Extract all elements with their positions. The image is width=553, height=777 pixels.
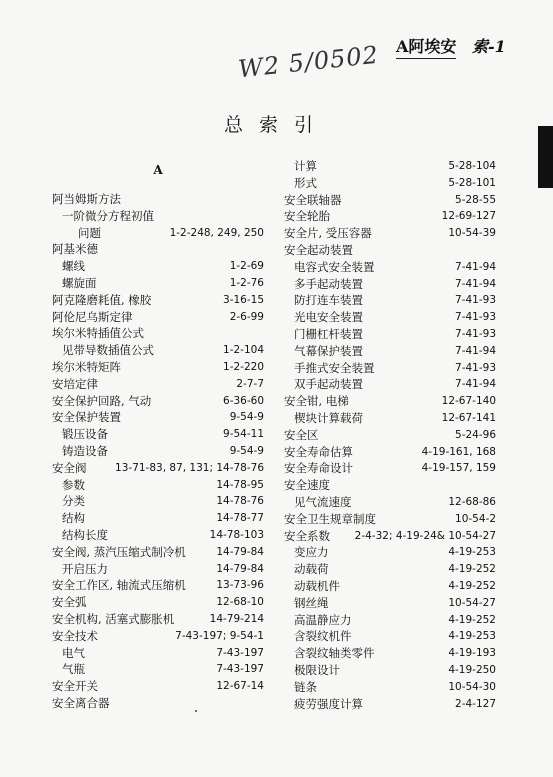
index-entry bbox=[52, 191, 264, 208]
index-entry bbox=[52, 258, 264, 275]
index-term: 螺线 bbox=[62, 259, 85, 274]
index-entry bbox=[284, 444, 496, 461]
index-reference: 7-41-94 bbox=[455, 260, 496, 273]
index-reference: 14-78-103 bbox=[209, 528, 264, 541]
index-term: 安全离合器 bbox=[52, 695, 110, 710]
index-reference: 7-43-197 bbox=[216, 646, 264, 659]
index-term: 变应力 bbox=[294, 545, 329, 560]
index-term: 形式 bbox=[294, 175, 317, 190]
index-term: 楔块计算载荷 bbox=[294, 410, 363, 425]
index-term: 阿当姆斯方法 bbox=[52, 192, 121, 206]
index-reference: 1-2-248, 249, 250 bbox=[169, 226, 264, 239]
index-entry bbox=[284, 544, 496, 561]
index-entry bbox=[284, 376, 496, 393]
index-list-right bbox=[284, 158, 496, 712]
index-term: 安全阀 bbox=[52, 460, 87, 475]
index-term: 结构 bbox=[62, 511, 85, 526]
index-term: 铸造设备 bbox=[62, 443, 108, 458]
index-entry bbox=[284, 528, 496, 545]
index-term: 阿基米德 bbox=[52, 242, 98, 257]
index-entry bbox=[52, 678, 264, 695]
index-reference: 12-68-86 bbox=[448, 495, 496, 508]
index-reference: 14-78-76 bbox=[216, 495, 264, 508]
index-entry bbox=[52, 628, 264, 645]
index-entry bbox=[284, 460, 496, 477]
index-term: 动载机件 bbox=[294, 578, 340, 593]
index-term: 见气流速度 bbox=[294, 494, 352, 509]
index-reference: 1-2-69 bbox=[229, 260, 264, 273]
index-entry bbox=[284, 662, 496, 679]
index-reference: 13-71-83, 87, 131; 14-78-76 bbox=[115, 461, 264, 474]
index-entry bbox=[284, 410, 496, 427]
index-term: 安全保护装置 bbox=[52, 410, 121, 425]
index-term: 安全速度 bbox=[284, 478, 330, 493]
index-reference: 9-54-11 bbox=[223, 428, 264, 441]
index-reference: 2-4-32; 4-19-24& 10-54-27 bbox=[354, 529, 496, 542]
index-entry bbox=[52, 409, 264, 426]
index-term: 安全系数 bbox=[284, 528, 330, 543]
index-reference: 12-67-140 bbox=[441, 395, 496, 408]
stray-mark bbox=[195, 710, 197, 712]
index-reference: 6-36-60 bbox=[223, 394, 264, 407]
index-entry bbox=[52, 241, 264, 258]
index-reference: 7-41-93 bbox=[455, 361, 496, 374]
index-list-left bbox=[52, 191, 264, 712]
index-term: 安全技术 bbox=[52, 628, 98, 643]
index-reference: 5-28-55 bbox=[455, 193, 496, 206]
index-entry bbox=[284, 326, 496, 343]
index-entry bbox=[52, 477, 264, 494]
index-reference: 14-79-214 bbox=[209, 612, 264, 625]
index-reference: 3-16-15 bbox=[223, 293, 264, 306]
thumb-index-tab bbox=[538, 126, 553, 188]
index-entry bbox=[52, 544, 264, 561]
index-entry bbox=[284, 259, 496, 276]
index-reference: 12-69-127 bbox=[441, 210, 496, 223]
index-entry bbox=[52, 275, 264, 292]
index-entry bbox=[284, 360, 496, 377]
index-entry bbox=[52, 359, 264, 376]
index-reference: 10-54-39 bbox=[448, 227, 496, 240]
index-reference: 4-19-250 bbox=[448, 663, 496, 676]
index-entry bbox=[52, 376, 264, 393]
index-reference: 7-43-197; 9-54-1 bbox=[175, 629, 264, 642]
index-entry bbox=[52, 325, 264, 342]
index-reference: 2-6-99 bbox=[229, 310, 264, 323]
index-reference: 4-19-252 bbox=[448, 613, 496, 626]
index-entry bbox=[52, 577, 264, 594]
index-entry bbox=[284, 561, 496, 578]
index-entry bbox=[284, 192, 496, 209]
index-reference: 12-67-14 bbox=[216, 680, 264, 693]
index-entry bbox=[52, 342, 264, 359]
index-entry bbox=[284, 175, 496, 192]
index-reference: 7-43-197 bbox=[216, 663, 264, 676]
index-term: 阿伦尼乌斯定律 bbox=[52, 309, 133, 324]
index-term: 安全钳, 电梯 bbox=[284, 394, 349, 409]
index-reference: 14-78-77 bbox=[216, 512, 264, 525]
index-reference: 5-28-104 bbox=[448, 160, 496, 172]
index-term: 问题 bbox=[78, 225, 101, 240]
index-entry bbox=[284, 696, 496, 713]
index-reference: 1-2-76 bbox=[229, 276, 264, 289]
index-entry bbox=[52, 393, 264, 410]
index-entry bbox=[284, 208, 496, 225]
index-entry bbox=[52, 493, 264, 510]
index-entry bbox=[52, 443, 264, 460]
index-reference: 10-54-2 bbox=[455, 512, 496, 525]
index-entry bbox=[52, 561, 264, 578]
index-term: 动载荷 bbox=[294, 562, 329, 577]
index-reference: 1-2-220 bbox=[223, 360, 264, 373]
index-term: 门栅杠杆装置 bbox=[294, 326, 363, 341]
index-term: 安培定律 bbox=[52, 376, 98, 391]
index-reference: 7-41-93 bbox=[455, 311, 496, 324]
index-term: 安全联轴器 bbox=[284, 192, 342, 207]
index-reference: 13-73-96 bbox=[216, 579, 264, 592]
letter-heading: A bbox=[153, 163, 163, 177]
index-reference: 10-54-27 bbox=[448, 596, 496, 609]
index-entry bbox=[52, 510, 264, 527]
index-term: 一阶微分方程初值 bbox=[62, 208, 154, 223]
index-entry bbox=[284, 225, 496, 242]
index-term: 含裂纹轴类零件 bbox=[294, 646, 375, 661]
index-term: 防打连车装置 bbox=[294, 293, 363, 308]
index-term: 气幕保护装置 bbox=[294, 343, 363, 358]
index-entry bbox=[52, 611, 264, 628]
index-term: 链条 bbox=[294, 679, 317, 694]
index-entry bbox=[52, 309, 264, 326]
index-reference: 12-67-141 bbox=[441, 411, 496, 424]
index-entry bbox=[284, 242, 496, 259]
index-term: 安全卫生规章制度 bbox=[284, 511, 376, 526]
index-reference: 2-4-127 bbox=[455, 697, 496, 710]
index-entry bbox=[284, 393, 496, 410]
index-term: 极限设计 bbox=[294, 662, 340, 677]
page-title: 总索引 bbox=[223, 114, 329, 136]
index-term: 含裂纹机件 bbox=[294, 629, 352, 644]
index-entry bbox=[52, 292, 264, 309]
running-header-page: 索-1 bbox=[472, 37, 506, 56]
index-reference: 7-41-93 bbox=[455, 327, 496, 340]
index-column-left bbox=[52, 158, 264, 712]
index-reference: 7-41-94 bbox=[455, 344, 496, 357]
index-reference: 14-78-95 bbox=[216, 478, 264, 491]
index-entry bbox=[52, 527, 264, 544]
index-reference: 10-54-30 bbox=[448, 680, 496, 693]
index-term: 手推式安全装置 bbox=[294, 360, 375, 375]
index-entry bbox=[284, 679, 496, 696]
index-entry bbox=[52, 426, 264, 443]
index-reference: 4-19-157, 159 bbox=[421, 462, 496, 475]
index-term: 螺旋面 bbox=[62, 275, 97, 290]
index-term: 电气 bbox=[62, 645, 85, 660]
index-reference: 7-41-93 bbox=[455, 294, 496, 307]
index-entry bbox=[52, 208, 264, 225]
index-term: 埃尔米特矩阵 bbox=[52, 359, 121, 374]
index-entry bbox=[52, 645, 264, 662]
index-entry bbox=[52, 225, 264, 242]
index-reference: 4-19-193 bbox=[448, 647, 496, 660]
index-term: 安全工作区, 轴流式压缩机 bbox=[52, 578, 186, 593]
index-entry bbox=[284, 628, 496, 645]
index-reference: 14-79-84 bbox=[216, 545, 264, 558]
index-term: 参数 bbox=[62, 477, 85, 492]
index-entry bbox=[52, 695, 264, 712]
index-term: 阿克隆磨耗值, 橡胶 bbox=[52, 292, 152, 307]
index-entry bbox=[284, 612, 496, 629]
index-term: 多手起动装置 bbox=[294, 276, 363, 291]
index-entry bbox=[284, 494, 496, 511]
index-term: 电容式安全装置 bbox=[294, 259, 375, 274]
index-entry bbox=[52, 594, 264, 611]
index-reference: 4-19-253 bbox=[448, 630, 496, 643]
running-header-section: A阿埃安 bbox=[396, 34, 456, 59]
index-reference: 4-19-252 bbox=[448, 579, 496, 592]
index-term: 双手起动装置 bbox=[294, 377, 363, 392]
index-reference: 7-41-94 bbox=[455, 378, 496, 391]
index-entry bbox=[284, 511, 496, 528]
index-column-right bbox=[284, 158, 496, 712]
index-entry bbox=[284, 578, 496, 595]
index-entry bbox=[284, 309, 496, 326]
index-entry bbox=[52, 460, 264, 477]
index-term: 开启压力 bbox=[62, 561, 108, 576]
index-term: 见带导数插值公式 bbox=[62, 343, 154, 358]
index-entry bbox=[284, 427, 496, 444]
index-term: 安全开关 bbox=[52, 679, 98, 694]
index-term: 光电安全装置 bbox=[294, 310, 363, 325]
index-reference: 9-54-9 bbox=[229, 411, 264, 424]
index-term: 安全起动装置 bbox=[284, 242, 353, 257]
index-reference: 14-79-84 bbox=[216, 562, 264, 575]
index-term: 埃尔米特插值公式 bbox=[52, 326, 144, 341]
index-term: 钢丝绳 bbox=[294, 595, 329, 610]
index-term: 结构长度 bbox=[62, 527, 108, 542]
index-term: 计算 bbox=[294, 159, 317, 173]
index-reference: 7-41-94 bbox=[455, 277, 496, 290]
index-reference: 5-24-96 bbox=[455, 428, 496, 441]
index-term: 分类 bbox=[62, 494, 85, 509]
index-term: 气瓶 bbox=[62, 662, 85, 677]
index-term: 安全保护回路, 气动 bbox=[52, 393, 152, 408]
index-entry bbox=[52, 661, 264, 678]
index-reference: 4-19-253 bbox=[448, 546, 496, 559]
index-term: 安全寿命估算 bbox=[284, 444, 353, 459]
index-entry bbox=[284, 645, 496, 662]
index-reference: 5-28-101 bbox=[448, 176, 496, 189]
index-reference: 4-19-252 bbox=[448, 563, 496, 576]
index-reference: 12-68-10 bbox=[216, 596, 264, 609]
index-term: 安全弧 bbox=[52, 595, 87, 610]
index-term: 安全片, 受压容器 bbox=[284, 226, 372, 241]
index-entry bbox=[284, 158, 496, 175]
index-reference: 9-54-9 bbox=[229, 444, 264, 457]
index-term: 安全寿命设计 bbox=[284, 461, 353, 476]
index-entry bbox=[284, 343, 496, 360]
index-term: 高温静应力 bbox=[294, 612, 352, 627]
handwritten-note: W2 5/0502 bbox=[236, 40, 381, 84]
index-term: 安全机构, 活塞式膨胀机 bbox=[52, 611, 175, 626]
index-reference: 1-2-104 bbox=[223, 344, 264, 357]
index-entry bbox=[284, 595, 496, 612]
index-entry bbox=[284, 292, 496, 309]
index-term: 安全阀, 蒸汽压缩式制冷机 bbox=[52, 544, 186, 559]
index-term: 疲劳强度计算 bbox=[294, 696, 363, 711]
index-term: 安全区 bbox=[284, 427, 319, 442]
index-reference: 2-7-7 bbox=[236, 377, 264, 390]
index-reference: 4-19-161, 168 bbox=[421, 445, 496, 458]
index-entry bbox=[284, 276, 496, 293]
index-term: 安全轮胎 bbox=[284, 209, 330, 224]
index-term: 锻压设备 bbox=[62, 427, 108, 442]
index-entry bbox=[284, 477, 496, 494]
